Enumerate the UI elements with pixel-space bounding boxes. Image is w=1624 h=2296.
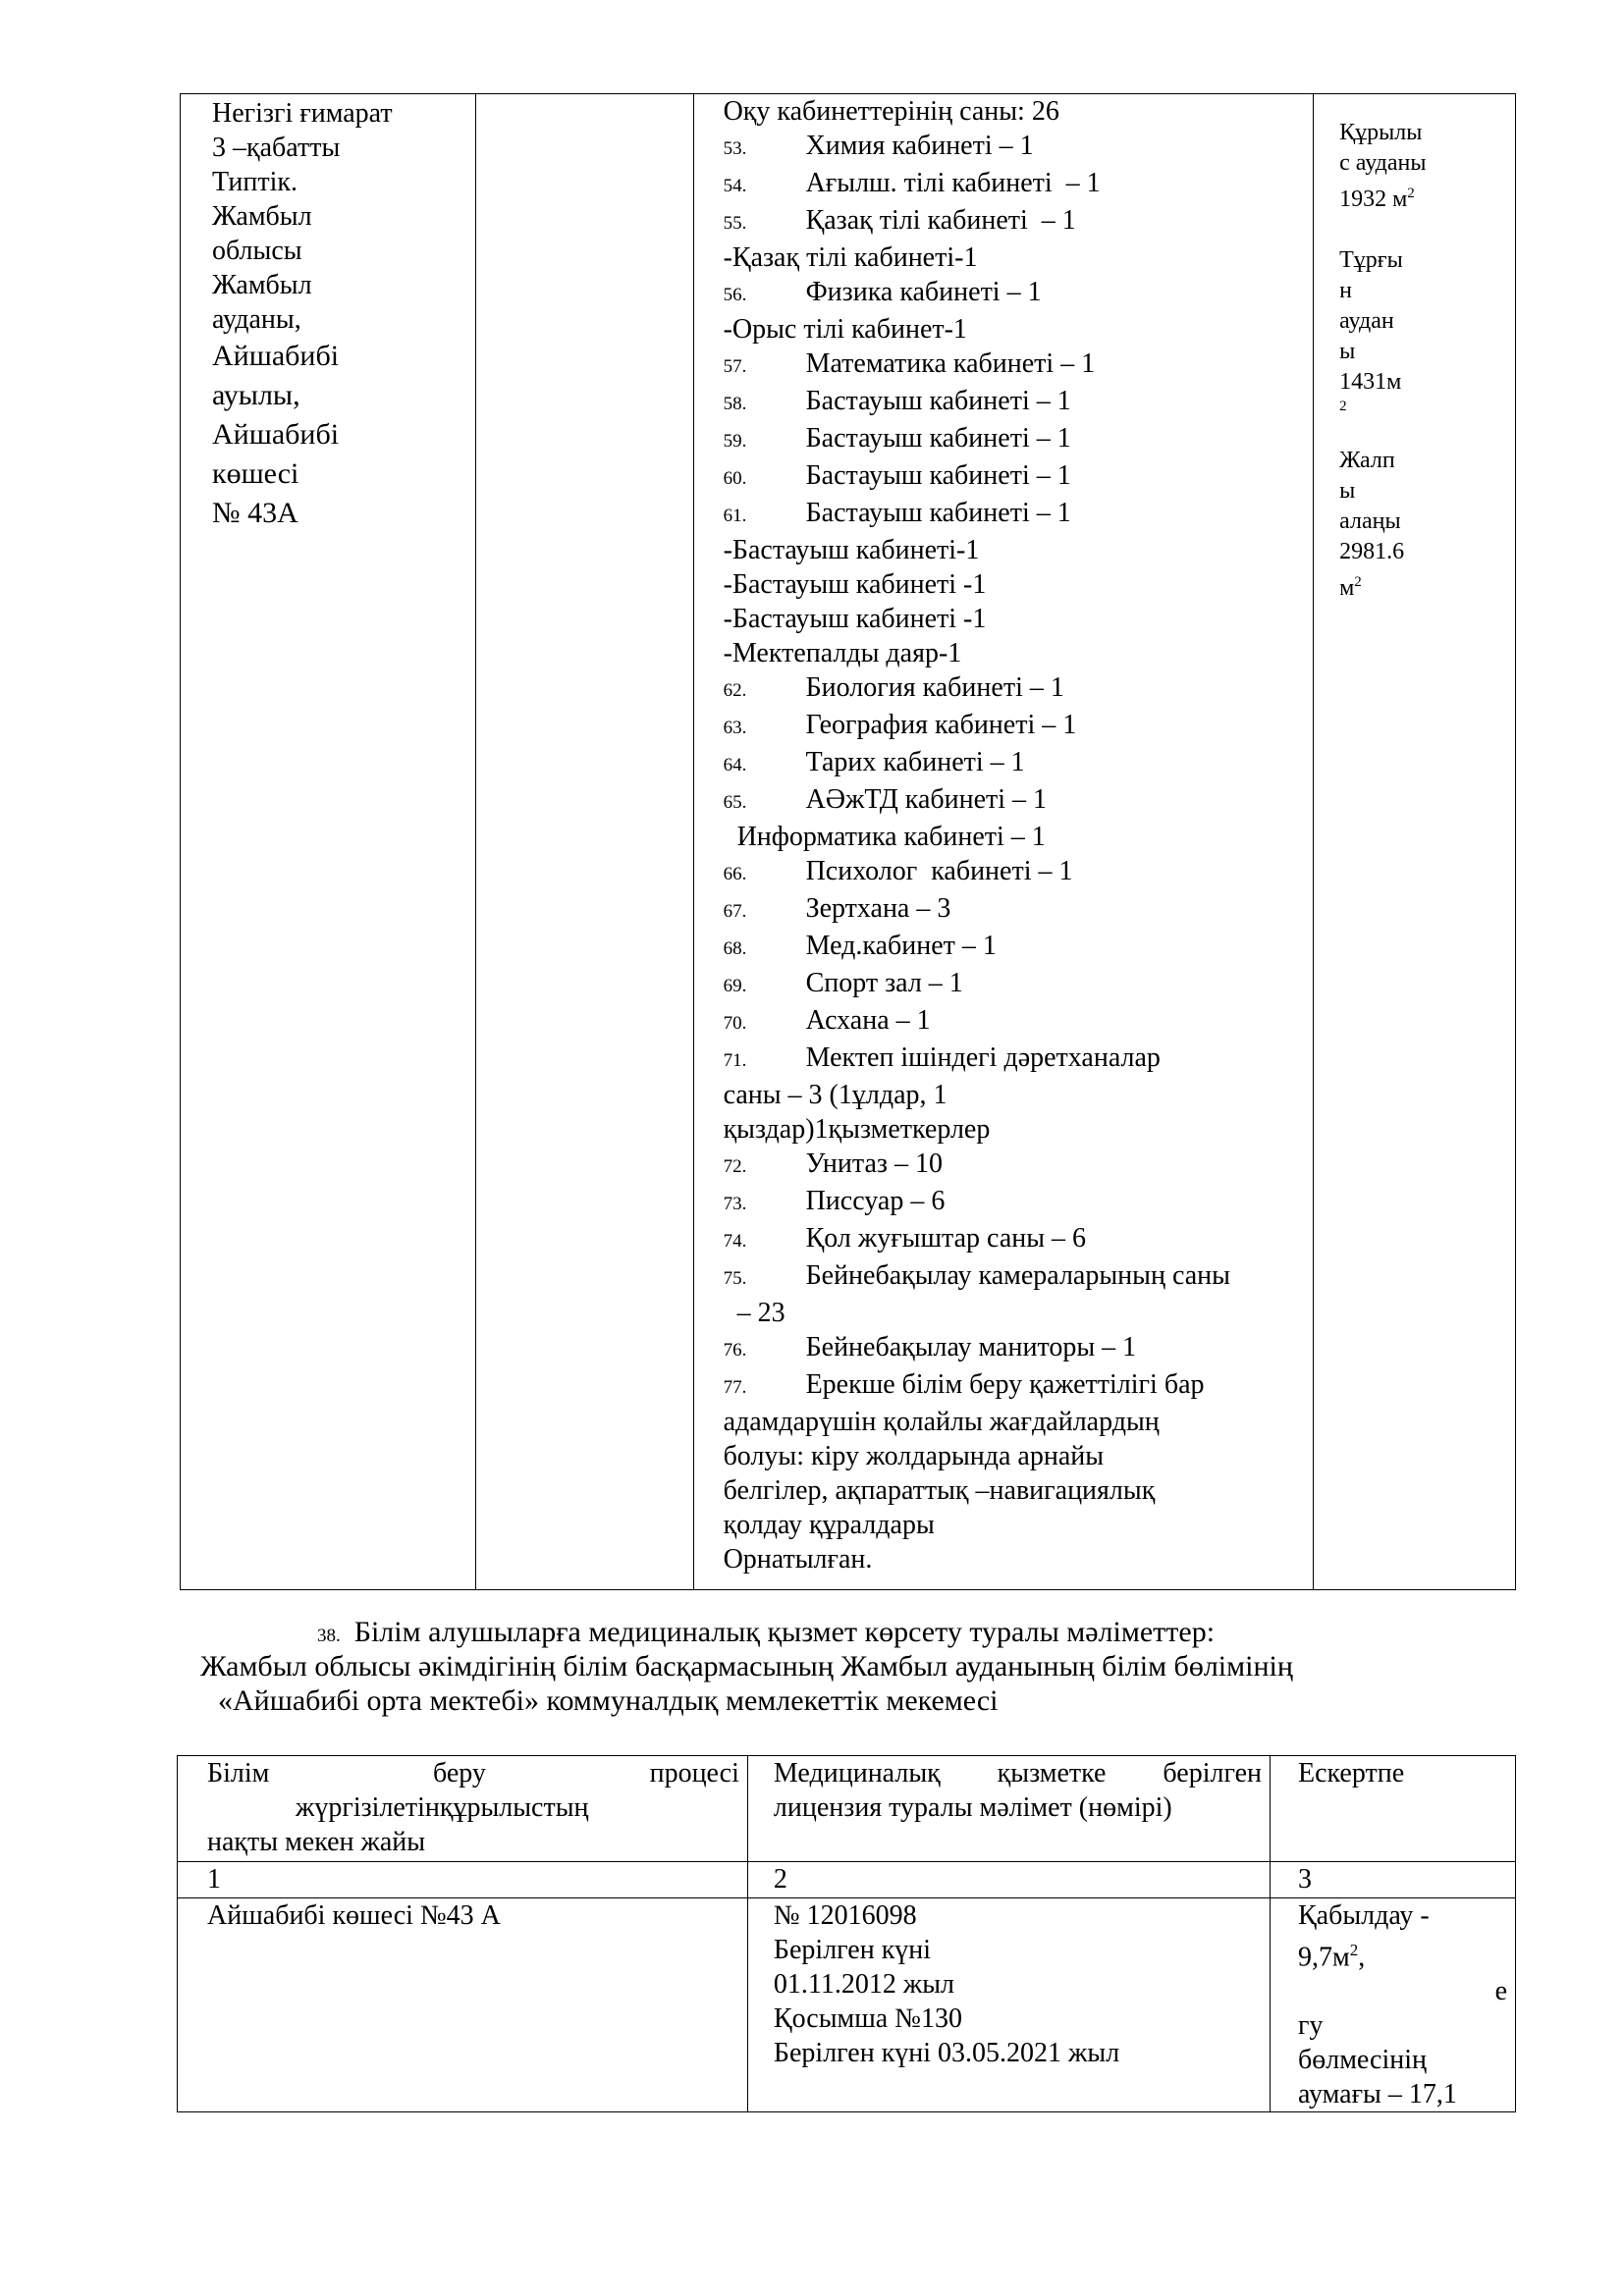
area-value: 1932 $м^2$ bbox=[1339, 186, 1415, 212]
room-item-number: 75. bbox=[723, 1268, 747, 1289]
room-item-number: 76. bbox=[723, 1340, 747, 1361]
room-item-text: болуы: кіру жолдарында арнайы bbox=[723, 1441, 1105, 1471]
building-address-line: Айшабибі bbox=[212, 418, 340, 451]
column-number: 2 bbox=[747, 1862, 1270, 1898]
building-address-line: көшесі bbox=[212, 457, 299, 490]
building-info-line: облысы bbox=[212, 236, 302, 266]
room-item-text: -Қазақ тілі кабинеті-1 bbox=[723, 242, 978, 273]
room-item-number: 67. bbox=[723, 901, 747, 922]
room-list-item bbox=[724, 203, 1314, 240]
area-text: н bbox=[1339, 278, 1352, 303]
room-item-text: Информатика кабинеті – 1 bbox=[723, 822, 1046, 852]
school-rooms-table bbox=[180, 93, 1516, 1590]
room-list-item bbox=[724, 745, 1314, 782]
room-item-text: Унитаз – 10 bbox=[805, 1148, 943, 1179]
area-value: 2981.6 bbox=[1339, 539, 1405, 564]
room-list-item bbox=[724, 602, 1314, 636]
room-item-number: 60. bbox=[723, 468, 747, 489]
room-item-number: 53. bbox=[723, 138, 747, 159]
room-item-number: 64. bbox=[723, 755, 747, 775]
room-list-item bbox=[724, 421, 1314, 458]
room-item-text: Математика кабинеті – 1 bbox=[805, 348, 1096, 379]
room-list-item bbox=[724, 854, 1314, 891]
heading-line: 38. Білім алушыларға медициналық қызмет көрсету туралы мәліметтер: bbox=[317, 1616, 1216, 1648]
rooms-cell bbox=[693, 94, 1314, 1590]
area-value: 1431м bbox=[1339, 369, 1402, 395]
room-list-item bbox=[724, 1078, 1314, 1112]
room-list-item bbox=[724, 1542, 1314, 1576]
room-list-item bbox=[724, 129, 1314, 166]
room-list-item bbox=[724, 533, 1314, 567]
room-item-number: 57. bbox=[723, 356, 747, 377]
room-list-item bbox=[724, 891, 1314, 929]
room-list-item bbox=[724, 1405, 1314, 1439]
room-item-number: 71. bbox=[723, 1050, 747, 1071]
room-item-text: Мектеп ішіндегі дәретханалар bbox=[805, 1042, 1161, 1073]
area-text: Құрылы bbox=[1339, 120, 1423, 145]
room-item-text: Қол жуғыштар саны – 6 bbox=[805, 1223, 1087, 1254]
room-item-text: Физика кабинеті – 1 bbox=[805, 277, 1042, 307]
table-row-numbers bbox=[178, 1862, 1516, 1898]
medical-service-table bbox=[177, 1755, 1516, 2112]
room-item-number: 65. bbox=[723, 792, 747, 813]
building-info-line: Негізгі ғимарат bbox=[212, 98, 393, 129]
area-sup: 2 bbox=[1339, 399, 1347, 414]
room-list-item bbox=[724, 496, 1314, 533]
room-item-text: Бастауыш кабинеті – 1 bbox=[805, 460, 1071, 491]
room-list-item bbox=[724, 1473, 1314, 1508]
note-cell: Қабылдау - $9,7м^2$, е гу бөлмесінің аумағы – 17,1 bbox=[1270, 1898, 1515, 2112]
room-list-item bbox=[724, 166, 1314, 203]
room-list-item bbox=[724, 1221, 1314, 1258]
room-item-number: 70. bbox=[723, 1013, 747, 1034]
room-list-item bbox=[724, 1003, 1314, 1041]
building-address-line: ауылы, bbox=[212, 379, 300, 411]
room-list-item bbox=[724, 1330, 1314, 1367]
area-text: Тұрғы bbox=[1339, 247, 1403, 273]
building-info-line: ауданы, bbox=[212, 304, 301, 335]
room-item-text: Бастауыш кабинеті – 1 bbox=[805, 423, 1071, 454]
room-list-item bbox=[724, 1112, 1314, 1147]
area-unit: $м^2$ bbox=[1339, 574, 1362, 601]
room-item-text: Асхана – 1 bbox=[805, 1005, 931, 1036]
building-address-line: № 43А bbox=[212, 497, 298, 529]
room-item-text: Тарих кабинеті – 1 bbox=[805, 747, 1025, 777]
room-item-number: 74. bbox=[723, 1231, 747, 1252]
table-row bbox=[178, 1898, 1516, 2112]
room-item-text: Писсуар – 6 bbox=[805, 1186, 946, 1216]
license-cell: № 12016098 Берілген күні 01.11.2012 жыл Қосымша №130 Берілген күні 03.05.2021 жыл bbox=[747, 1898, 1270, 2112]
empty-cell bbox=[475, 94, 693, 1590]
room-item-text: Ағылш. тілі кабинеті – 1 bbox=[805, 168, 1101, 198]
room-list-item bbox=[724, 1508, 1314, 1542]
room-item-number: 66. bbox=[723, 864, 747, 884]
room-list-item bbox=[724, 240, 1314, 275]
room-item-text: -Бастауыш кабинеті -1 bbox=[723, 569, 987, 600]
room-item-text: -Бастауыш кабинеті -1 bbox=[723, 604, 987, 634]
room-item-number: 68. bbox=[723, 938, 747, 959]
room-list-item bbox=[724, 1439, 1314, 1473]
room-item-text: – 23 bbox=[723, 1298, 785, 1328]
room-item-number: 55. bbox=[723, 213, 747, 234]
table-header-row bbox=[178, 1756, 1516, 1862]
rooms-title: Оқу кабинеттерінің саны: 26 bbox=[723, 96, 1059, 127]
building-address-line: Айшабибі bbox=[212, 340, 340, 372]
room-item-number: 72. bbox=[723, 1156, 747, 1177]
area-text: с ауданы bbox=[1339, 150, 1427, 176]
room-list-item bbox=[724, 347, 1314, 384]
room-list-item bbox=[724, 782, 1314, 820]
area-text: Жалп bbox=[1339, 448, 1395, 473]
room-list-item bbox=[724, 1041, 1314, 1078]
room-item-text: АӘжТД кабинеті – 1 bbox=[805, 784, 1048, 815]
room-item-text: қыздар)1қызметкерлер bbox=[723, 1114, 991, 1145]
header-cell-address: Білім беру процесі жүргізілетінқұрылыстың нақты мекен жайы bbox=[178, 1756, 748, 1862]
room-item-text: қолдау құралдары bbox=[723, 1510, 935, 1540]
header-cell-license: Медициналық қызметке берілген лицензия туралы мәлімет (нөмірі) bbox=[747, 1756, 1270, 1862]
room-item-number: 69. bbox=[723, 976, 747, 996]
room-item-number: 56. bbox=[723, 285, 747, 305]
heading-line: «Айшабибі орта мектебі» коммуналдық мемлекеттік мекемесі bbox=[218, 1684, 999, 1717]
room-item-number: 63. bbox=[723, 718, 747, 738]
room-item-number: 54. bbox=[723, 176, 747, 196]
room-item-number: 73. bbox=[723, 1194, 747, 1214]
room-list-item bbox=[724, 636, 1314, 670]
room-item-text: Қазақ тілі кабинеті – 1 bbox=[805, 205, 1076, 236]
room-list-item bbox=[724, 384, 1314, 421]
room-item-text: География кабинеті – 1 bbox=[805, 710, 1077, 740]
rooms-list bbox=[724, 129, 1314, 1576]
room-item-text: белгілер, ақпараттық –навигациялық bbox=[723, 1475, 1156, 1506]
room-item-text: Бастауыш кабинеті – 1 bbox=[805, 498, 1071, 528]
room-list-item bbox=[724, 820, 1314, 854]
room-item-number: 58. bbox=[723, 394, 747, 414]
column-number: 1 bbox=[178, 1862, 748, 1898]
room-list-item bbox=[724, 1296, 1314, 1330]
room-list-item bbox=[724, 458, 1314, 496]
heading-number: 38. bbox=[317, 1626, 341, 1646]
area-text: аудан bbox=[1339, 308, 1394, 334]
room-item-number: 61. bbox=[723, 506, 747, 526]
building-info-line: Жамбыл bbox=[212, 270, 312, 300]
column-number: 3 bbox=[1270, 1862, 1515, 1898]
room-list-item bbox=[724, 708, 1314, 745]
building-info-line: Типтік. bbox=[212, 167, 298, 197]
area-text: ы bbox=[1339, 339, 1356, 364]
room-item-text: саны – 3 (1ұлдар, 1 bbox=[723, 1080, 947, 1110]
area-text: алаңы bbox=[1339, 508, 1401, 534]
room-item-text: адамдарүшін қолайлы жағдайлардың bbox=[723, 1407, 1160, 1437]
address-cell: Айшабибі көшесі №43 А bbox=[178, 1898, 748, 2112]
room-item-text: -Орыс тілі кабинет-1 bbox=[723, 314, 967, 345]
room-list-item bbox=[724, 929, 1314, 966]
room-item-text: -Мектепалды даяр-1 bbox=[723, 638, 962, 668]
room-item-number: 77. bbox=[723, 1377, 747, 1398]
building-info-cell bbox=[181, 94, 476, 1590]
room-list-item bbox=[724, 567, 1314, 602]
room-list-item bbox=[724, 275, 1314, 312]
area-cell bbox=[1314, 94, 1516, 1590]
building-info-line: Жамбыл bbox=[212, 201, 312, 232]
table-row bbox=[181, 94, 1516, 1590]
room-item-text: Зертхана – 3 bbox=[805, 893, 951, 924]
room-list-item bbox=[724, 1184, 1314, 1221]
room-item-text: Психолог кабинеті – 1 bbox=[805, 856, 1073, 886]
room-item-text: -Бастауыш кабинеті-1 bbox=[723, 535, 980, 565]
room-item-text: Ерекше білім беру қажеттілігі бар bbox=[805, 1369, 1205, 1400]
room-item-number: 59. bbox=[723, 431, 747, 452]
room-item-text: Биология кабинеті – 1 bbox=[805, 672, 1064, 703]
room-list-item bbox=[724, 1367, 1314, 1405]
area-text: ы bbox=[1339, 478, 1356, 504]
room-item-text: Бастауыш кабинеті – 1 bbox=[805, 386, 1071, 416]
room-item-text: Химия кабинеті – 1 bbox=[805, 131, 1034, 161]
room-list-item bbox=[724, 966, 1314, 1003]
room-item-text: Бейнебақылау маниторы – 1 bbox=[805, 1332, 1137, 1362]
room-item-text: Орнатылған. bbox=[723, 1544, 873, 1575]
room-list-item bbox=[724, 312, 1314, 347]
heading-line: Жамбыл облысы әкімдігінің білім басқармасының Жамбыл ауданының білім бөлімінің bbox=[200, 1650, 1293, 1682]
room-list-item bbox=[724, 670, 1314, 708]
room-list-item bbox=[724, 1258, 1314, 1296]
room-item-number: 62. bbox=[723, 680, 747, 701]
room-item-text: Спорт зал – 1 bbox=[805, 968, 963, 998]
room-list-item bbox=[724, 1147, 1314, 1184]
building-info-line: 3 –қабатты bbox=[212, 133, 341, 163]
room-item-text: Мед.кабинет – 1 bbox=[805, 931, 997, 961]
header-cell-note: Ескертпе bbox=[1270, 1756, 1515, 1862]
room-item-text: Бейнебақылау камераларының саны bbox=[805, 1260, 1230, 1291]
